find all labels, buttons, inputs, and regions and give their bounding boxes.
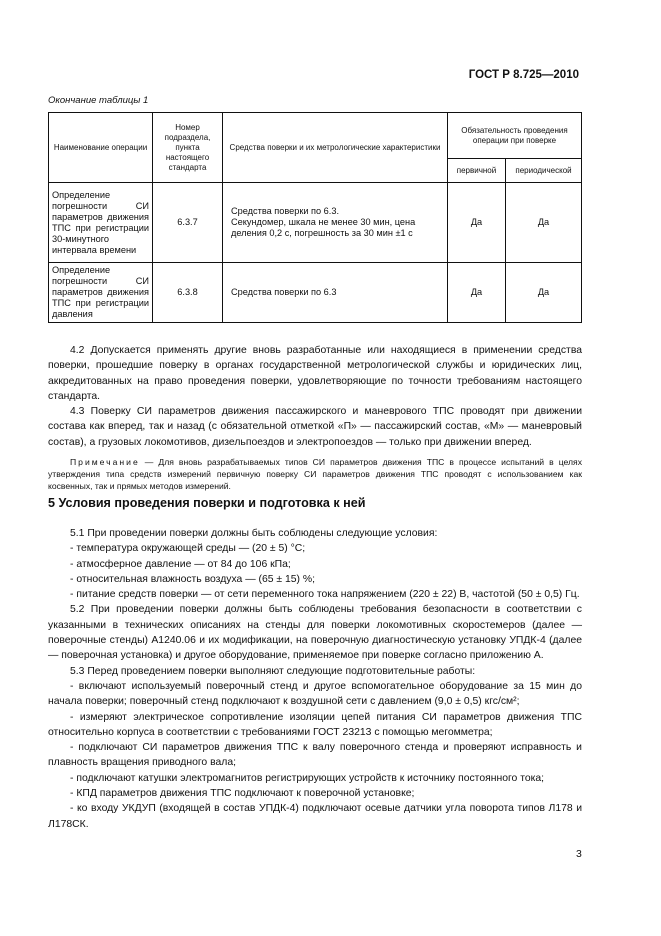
header-periodic: периодической <box>506 159 582 183</box>
operation-name-cell: Определение погрешности СИ параметров движения ТПС при регистрации давления <box>49 263 153 323</box>
note-text: — Для вновь разрабатываемых типов СИ параметров движения ТПС в процессе испытаний в целях утверждения типа средств измерений первичную поверку СИ параметров движения ТПС проводят с использованием как косвенных, так и прямых методов измерений. <box>48 457 582 492</box>
paragraph-4-2: 4.2 Допускается применять другие вновь разработанные или находящиеся в применении средства поверки, прошедшие поверку в органах государственной метрологической службы и юридических лиц, аккредитованных на право проведения поверки, удовлетворяющие по точности требованиям настоящего стандарта. <box>48 345 582 402</box>
list-item: - измеряют электрическое сопротивление изоляции цепей питания СИ параметров движения ТПС относительно корпуса в соответствии с требованиями ГОСТ 23213 с помощью мегомметра; <box>48 711 582 738</box>
paragraph-5-1: 5.1 При проведении поверки должны быть соблюдены следующие условия: <box>70 528 438 539</box>
verification-means-cell <box>223 263 448 323</box>
list-item: - относительная влажность воздуха — (65 ± 15) %; <box>70 573 316 585</box>
primary-cell: Да <box>448 263 506 323</box>
note-label: Примечание <box>70 457 140 468</box>
means-line: Средства поверки по 6.3 <box>231 287 337 297</box>
section-4-continued <box>48 343 582 492</box>
section-5-title: 5 Условия проведения поверки и подготовка к ней <box>48 496 366 510</box>
means-line: Секундомер, шкала не менее 30 мин, цена деления 0,2 с, погрешность за 30 мин ±1 с <box>231 217 416 238</box>
header-verification-means: Средства поверки и их метрологические характеристики <box>223 113 448 183</box>
paragraph-4-3: 4.3 Поверку СИ параметров движения пассажирского и маневрового ТПС проводят при движении состава как вперед, так и назад (с обязательной отметкой «П» — пассажирский состав, «М» — маневровый состав), а грузовых локомотивов, дизельпоездов и электропоездов — только при движении вперед. <box>48 406 582 448</box>
list-item: - КПД параметров движения ТПС подключают к поверочной установке; <box>70 788 415 800</box>
periodic-cell: Да <box>506 183 582 263</box>
table-row <box>49 183 582 263</box>
list-item: - включают используемый поверочный стенд и другое вспомогательное оборудование за 15 мин до начала поверки; поверочный стенд подключают к воздушной сети с давлением (9,0 ± 0,5) кгс/см²; <box>48 680 582 708</box>
list-item: - подключают катушки электромагнитов регистрирующих устройств к источнику постоянного тока; <box>70 772 545 784</box>
header-obligation: Обязательность проведения операции при поверке <box>448 113 582 159</box>
note <box>48 456 582 492</box>
paragraph-5-3: 5.3 Перед проведением поверки выполняют следующие подготовительные работы: <box>70 665 476 677</box>
table-row <box>49 263 582 323</box>
section-5-body <box>48 526 582 832</box>
list-item: - подключают СИ параметров движения ТПС к валу поверочного стенда и проверяют исправность и плавность вращения приводного вала; <box>48 742 582 769</box>
primary-cell: Да <box>448 183 506 263</box>
means-line: Средства поверки по 6.3. <box>231 206 340 216</box>
section-number-cell: 6.3.7 <box>153 183 223 263</box>
paragraph-5-2: 5.2 При проведении поверки должны быть соблюдены требования безопасности в соответствии с указанными в технических описаниях на стенды для поверки локомотивных скоростемеров (далее — поверочные стенды) А1240.06 и их модификации, на поверочную диагностическую установку УПДК-4 (далее — поверочная установка) и другое оборудование, применяемое при поверке согласно приложению А. <box>48 604 582 662</box>
document-code: ГОСТ Р 8.725—2010 <box>468 69 579 81</box>
header-primary: первичной <box>448 159 506 183</box>
list-item: - питание средств поверки — от сети переменного тока напряжением (220 ± 22) В, частотой (50 ± 0,5) Гц. <box>70 589 580 601</box>
page-number: 3 <box>576 848 582 860</box>
list-item: - атмосферное давление — от 84 до 106 кПа; <box>70 558 291 570</box>
operation-name-cell: Определение погрешности СИ параметров движения ТПС при регистрации 30-минутного интервала времени <box>49 183 153 263</box>
verification-table <box>48 112 582 323</box>
table-caption: Окончание таблицы 1 <box>48 95 149 106</box>
header-operation-name: Наименование операции <box>49 113 153 183</box>
header-section-number: Номер подраздела, пункта настоящего стандарта <box>153 113 223 183</box>
periodic-cell: Да <box>506 263 582 323</box>
verification-means-cell <box>223 183 448 263</box>
section-number-cell: 6.3.8 <box>153 263 223 323</box>
list-item: - ко входу УКДУП (входящей в состав УПДК-4) подключают осевые датчики угла поворота типов Л178 и Л178СК. <box>48 803 582 830</box>
list-item: - температура окружающей среды — (20 ± 5) °С; <box>70 543 306 555</box>
